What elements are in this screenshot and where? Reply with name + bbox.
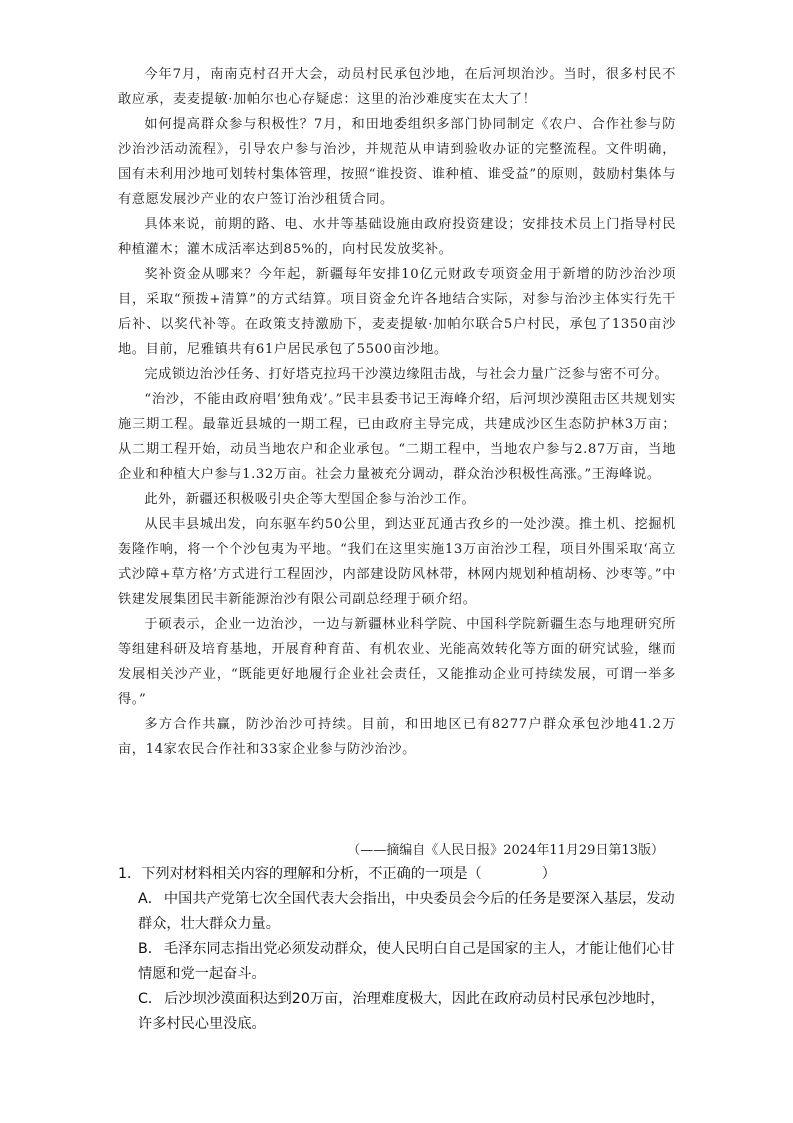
source-citation: （——摘编自《人民日报》2024年11月29日第13版） <box>347 843 664 858</box>
passage-paragraph: 今年7月，南南克村召开大会，动员村民承包沙地，在后河坝治沙。当时，很多村民不敢应承，麦麦提敏·加帕尔也心存疑虑：这里的治沙难度实在太大了！ <box>118 67 676 107</box>
passage-paragraph: 从民丰县城出发，向东驱车约50公里，到达亚瓦通古孜乡的一处沙漠。推土机、挖掘机轰隆作响，将一个个沙包夷为平地。“我们在这里实施13万亩治沙工程，项目外围采取‘高立式沙障+草方格’方式进行工程固沙，内部建设防风林带，林网内规划种植胡杨、沙枣等。”中铁建发展集团民丰新能源治沙有限公司副总经理于硕介绍。 <box>118 517 676 607</box>
option-c <box>118 987 676 1037</box>
passage-paragraph: 如何提高群众参与积极性？7月，和田地委组织多部门协同制定《农户、合作社参与防沙治沙活动流程》，引导农户参与治沙，并规范从申请到验收办证的完整流程。文件明确，国有未利用沙地可划转村集体管理，按照“谁投资、谁种植、谁受益”的原则，鼓励村集体与有意愿发展沙产业的农户签订治沙租赁合同。 <box>118 117 676 207</box>
question-stem-text: 1．下列对材料相关内容的理解和分析，不正确的一项是（ <box>118 866 482 882</box>
reading-passage <box>118 62 676 762</box>
passage-paragraph: 完成锁边治沙任务、打好塔克拉玛干沙漠边缘阻击战，与社会力量广泛参与密不可分。 <box>144 367 669 382</box>
passage-paragraph: 奖补资金从哪来？今年起，新疆每年安排10亿元财政专项资金用于新增的防沙治沙项目，采取“预拨+清算”的方式结算。项目资金允许各地结合实际，对参与治沙主体实行先干后补、以奖代补等。在政策支持激励下，麦麦提敏·加帕尔联合5户村民，承包了1350亩沙地。目前，尼雅镇共有61户居民承包了5500亩沙地。 <box>118 267 676 357</box>
option-b <box>118 937 676 987</box>
option-letter: B． <box>138 941 162 957</box>
passage-paragraph: 此外，新疆还积极吸引央企等大型国企参与治沙工作。 <box>144 492 476 507</box>
option-a <box>118 887 676 937</box>
passage-paragraph: 具体来说，前期的路、电、水井等基础设施由政府投资建设；安排技术员上门指导村民种植灌木；灌木成活率达到85%的，向村民发放奖补。 <box>118 217 676 257</box>
question-stem-end: ） <box>541 866 556 882</box>
option-letter: A． <box>138 891 162 907</box>
question-stem <box>118 862 676 887</box>
passage-paragraph: 于硕表示，企业一边治沙，一边与新疆林业科学院、中国科学院新疆生态与地理研究所等组建科研及培育基地，开展育种育苗、有机农业、光能高效转化等方面的研究试验，继而发展相关沙产业，“既能更好地履行企业社会责任，又能推动企业可持续发展，可谓一举多得。” <box>118 617 676 707</box>
passage-paragraph: 多方合作共赢，防沙治沙可持续。目前，和田地区已有8277户群众承包沙地41.2万亩，14家农民合作社和33家企业参与防沙治沙。 <box>118 717 676 757</box>
option-text: 中国共产党第七次全国代表大会指出，中央委员会今后的任务是要深入基层，发动群众，壮大群众力量。 <box>138 891 675 932</box>
option-letter: C． <box>138 991 163 1007</box>
option-text: 毛泽东同志指出党必须发动群众，使人民明白自己是国家的主人，才能让他们心甘情愿和党一起奋斗。 <box>138 941 675 982</box>
passage-paragraph: “治沙，不能由政府唱‘独角戏’。”民丰县委书记王海峰介绍，后河坝沙漠阻击区共规划实施三期工程。最靠近县城的一期工程，已由政府主导完成，共建成沙区生态防护林3万亩；从二期工程开始，动员当地农户和企业承包。“二期工程中，当地农户参与2.87万亩，当地企业和种植大户参与1.32万亩。社会力量被充分调动，群众治沙积极性高涨。”王海峰说。 <box>118 392 676 482</box>
option-text: 后沙坝沙漠面积达到20万亩，治理难度极大，因此在政府动员村民承包沙地时，许多村民心里没底。 <box>138 991 665 1032</box>
question-1 <box>118 862 676 1037</box>
